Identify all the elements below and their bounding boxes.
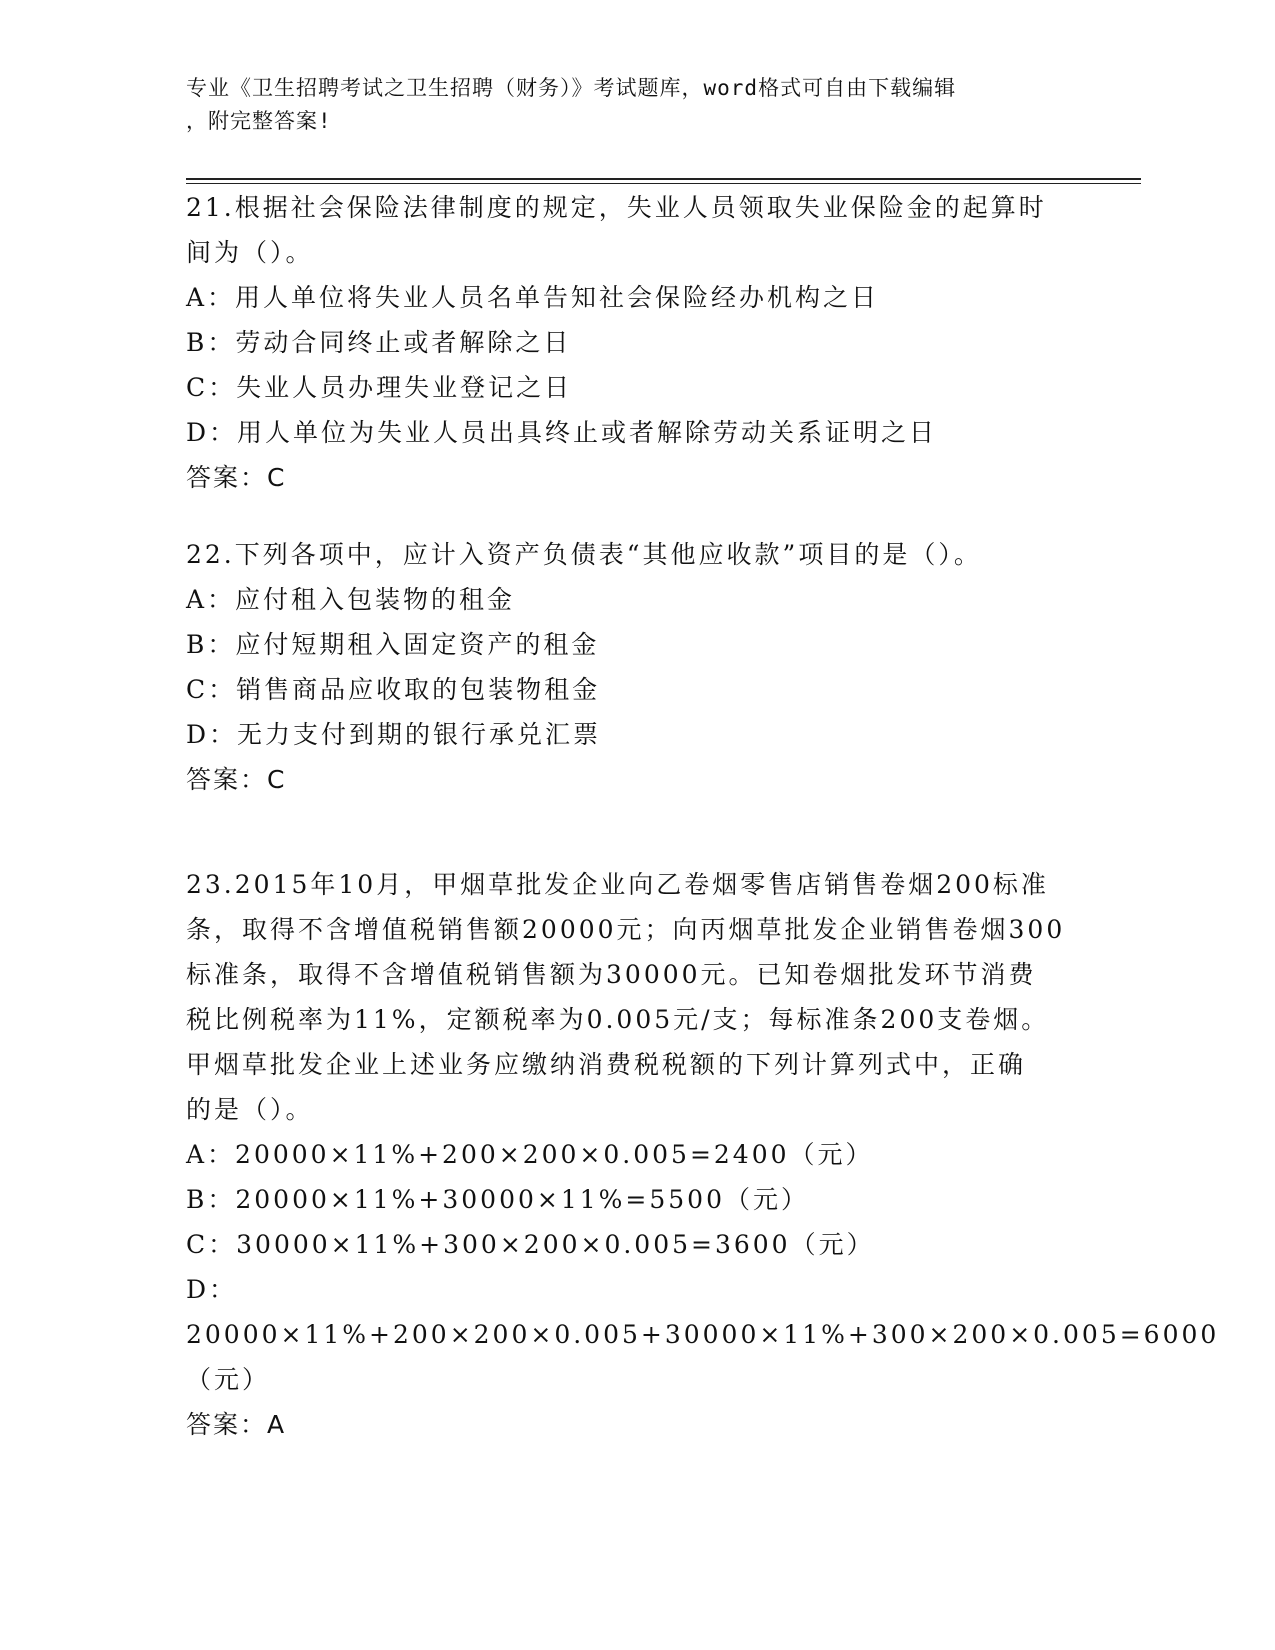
answer-label: 答案：A xyxy=(186,1410,287,1439)
header-divider-thick xyxy=(186,178,1141,180)
option-c: C：失业人员办理失业登记之日 xyxy=(186,373,573,402)
option-b: B：20000×11%+30000×11%=5500（元） xyxy=(186,1185,809,1214)
option-b: B：劳动合同终止或者解除之日 xyxy=(186,328,572,357)
question-stem: 的是（）。 xyxy=(186,1095,314,1124)
question-23 xyxy=(186,862,1220,1447)
option-d: D：20000×11%+200×200×0.005+30000×11%+300×200×0.005=6000 xyxy=(186,1275,1220,1349)
question-22 xyxy=(186,532,1076,802)
option-d: D：用人单位为失业人员出具终止或者解除劳动关系证明之日 xyxy=(186,418,938,447)
question-stem: 21.根据社会保险法律制度的规定，失业人员领取失业保险金的起算时 xyxy=(186,193,1047,222)
question-stem: 条，取得不含增值税销售额20000元；向丙烟草批发企业销售卷烟300 xyxy=(186,915,1066,944)
document-header xyxy=(186,72,1086,138)
question-stem: 标准条，取得不含增值税销售额为30000元。已知卷烟批发环节消费 xyxy=(186,960,1037,989)
header-divider-thin xyxy=(186,183,1141,184)
answer-label: 答案：C xyxy=(186,765,287,794)
header-line-2: ，附完整答案! xyxy=(186,109,332,133)
option-a: A：20000×11%+200×200×0.005=2400（元） xyxy=(186,1140,874,1169)
answer-label: 答案：C xyxy=(186,463,287,492)
question-stem: 23.2015年10月，甲烟草批发企业向乙卷烟零售店销售卷烟200标准 xyxy=(186,870,1049,899)
option-a: A：应付租入包装物的租金 xyxy=(186,585,516,614)
option-c: C：30000×11%+300×200×0.005=3600（元） xyxy=(186,1230,875,1259)
question-stem: 甲烟草批发企业上述业务应缴纳消费税税额的下列计算列式中，正确 xyxy=(186,1050,1027,1079)
option-b: B：应付短期租入固定资产的租金 xyxy=(186,630,600,659)
option-d: D：无力支付到期的银行承兑汇票 xyxy=(186,720,602,749)
option-d-continued: （元） xyxy=(186,1365,271,1394)
question-stem: 22.下列各项中，应计入资产负债表“其他应收款”项目的是（）。 xyxy=(186,540,982,569)
question-21 xyxy=(186,185,1076,500)
option-c: C：销售商品应收取的包装物租金 xyxy=(186,675,601,704)
option-a: A：用人单位将失业人员名单告知社会保险经办机构之日 xyxy=(186,283,880,312)
question-stem: 税比例税率为11%，定额税率为0.005元/支；每标准条200支卷烟。 xyxy=(186,1005,1050,1034)
header-line-1: 专业《卫生招聘考试之卫生招聘（财务）》考试题库，word格式可自由下载编辑 xyxy=(186,76,957,100)
question-stem: 间为（）。 xyxy=(186,238,314,267)
